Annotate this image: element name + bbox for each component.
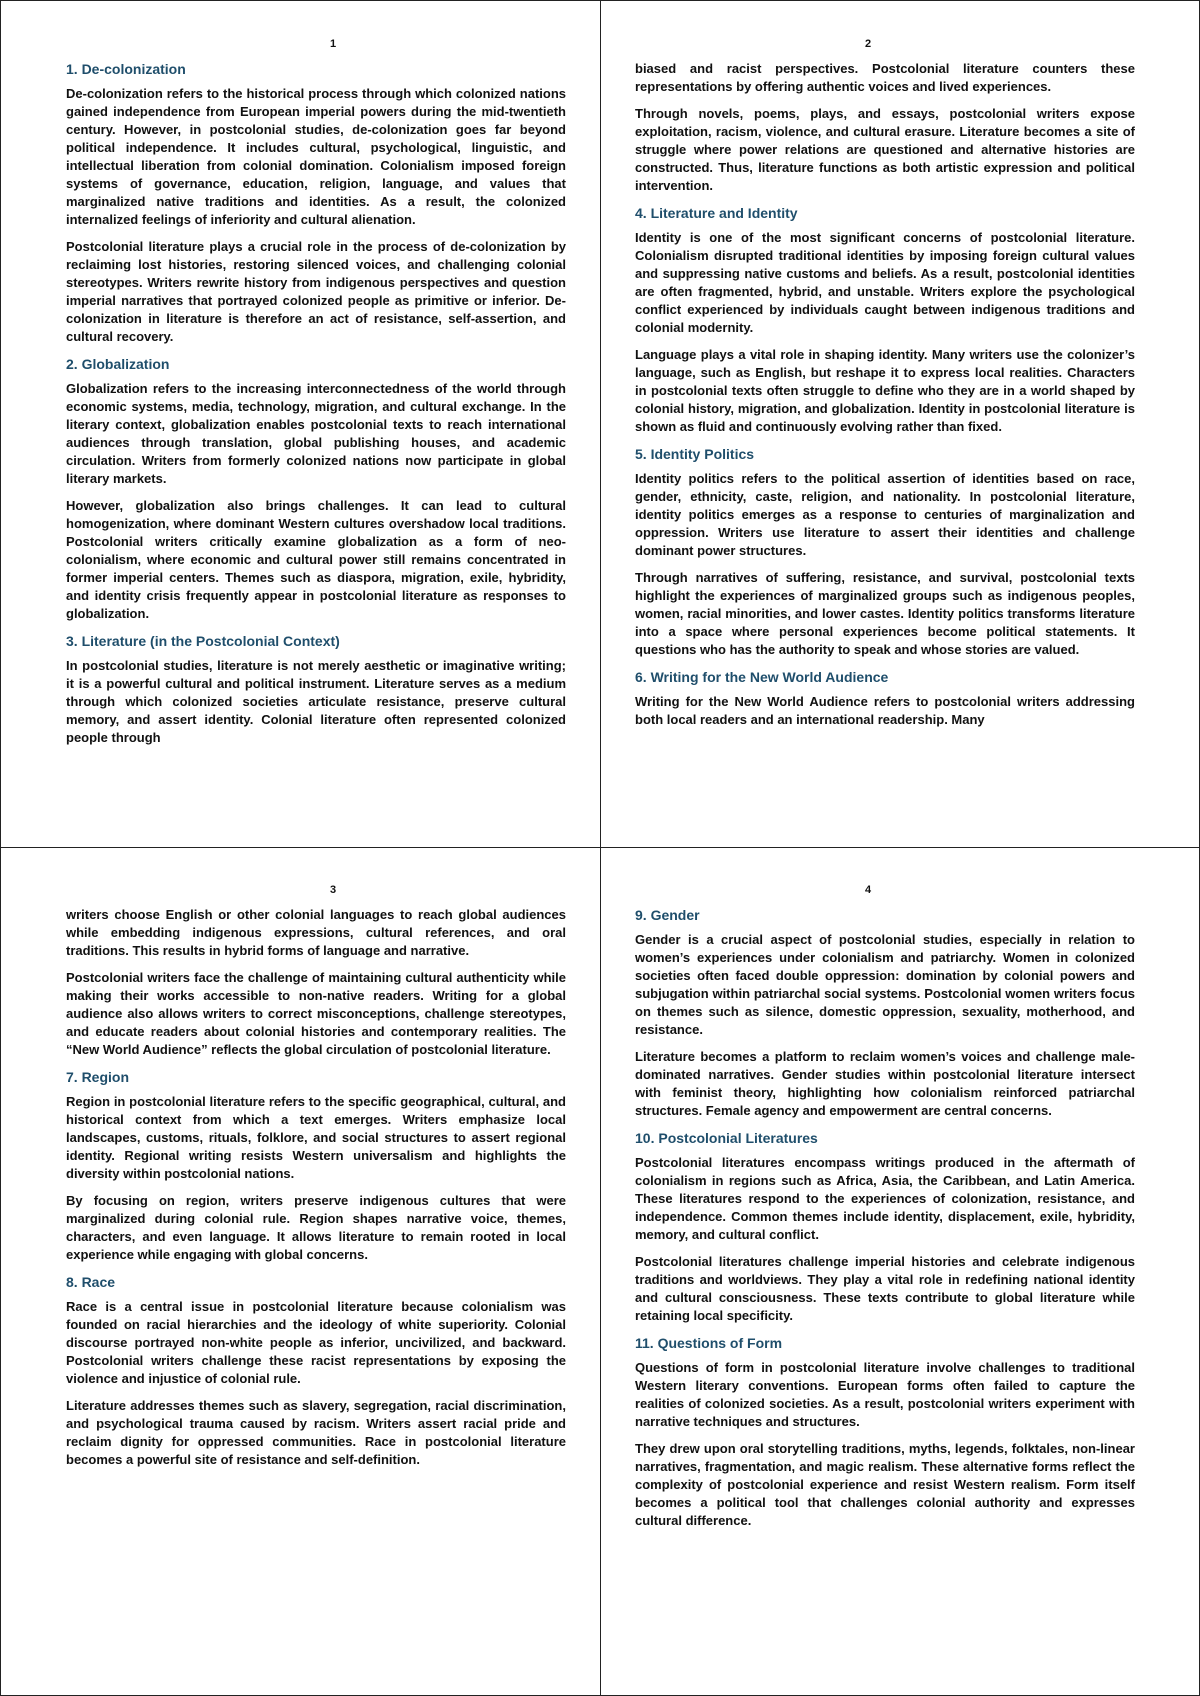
paragraph: By focusing on region, writers preserve indigenous cultures that were marginalized during colonial rule. Region shapes narrative voice, themes, characters, and even language. It allows literature to remain rooted in local experience while engaging with global concerns. bbox=[66, 1193, 566, 1262]
section-heading: 1. De-colonization bbox=[66, 61, 186, 77]
page-4 bbox=[635, 882, 1135, 1672]
section-heading: 9. Gender bbox=[635, 907, 700, 923]
sheet-border-left bbox=[0, 0, 1, 1696]
section-heading: 3. Literature (in the Postcolonial Context) bbox=[66, 633, 340, 649]
paragraph: In postcolonial studies, literature is not merely aesthetic or imaginative writing; it is a powerful cultural and political instrument. Literature serves as a medium through which colonized societies articulate resistance, preserve cultural memory, and assert identity. Colonial literature often represented colonized people through bbox=[66, 658, 566, 745]
paragraph: Through narratives of suffering, resistance, and survival, postcolonial texts highlight the experiences of marginalized groups such as indigenous peoples, women, racial minorities, and lower castes. Identity politics transforms literature into a space where personal experiences become political statements. It questions who has the authority to speak and whose stories are valued. bbox=[635, 570, 1135, 657]
paragraph: De-colonization refers to the historical process through which colonized nations gained independence from European imperial powers during the mid-twentieth century. However, in postcolonial studies, de-colonization goes far beyond political independence. It includes cultural, psychological, linguistic, and intellectual liberation from colonial domination. Colonialism imposed foreign systems of governance, education, religion, language, and values that marginalized native traditions and identities. As a result, the colonized internalized feelings of inferiority and cultural alienation. bbox=[66, 86, 566, 227]
page-number: 3 bbox=[329, 884, 337, 896]
paragraph: biased and racist perspectives. Postcolonial literature counters these representations by offering authentic voices and lived experiences. bbox=[635, 61, 1135, 94]
paragraph: Globalization refers to the increasing interconnectedness of the world through economic systems, media, technology, migration, and cultural exchange. In the literary context, globalization enables postcolonial texts to reach international audiences through translation, global publishing houses, and academic circulation. Writers from formerly colonized nations now participate in global literary markets. bbox=[66, 381, 566, 486]
page-divider-horizontal bbox=[0, 847, 1200, 848]
section-heading: 11. Questions of Form bbox=[635, 1335, 783, 1351]
paragraph: Language plays a vital role in shaping identity. Many writers use the colonizer’s language, such as English, but reshape it to express local realities. Characters in postcolonial texts often struggle to define who they are in a world shaped by colonial history, migration, and globalization. Identity in postcolonial literature is shown as fluid and continuously evolving rather than fixed. bbox=[635, 347, 1135, 434]
page-divider-vertical bbox=[600, 0, 601, 1696]
paragraph: Postcolonial literature plays a crucial role in the process of de-colonization by reclaiming lost histories, restoring silenced voices, and challenging colonial stereotypes. Writers rewrite history from indigenous perspectives and question imperial narratives that portrayed colonized people as primitive or inferior. De-colonization in literature is therefore an act of resistance, self-assertion, and cultural recovery. bbox=[66, 239, 566, 344]
paragraph: They drew upon oral storytelling traditions, myths, legends, folktales, non-linear narratives, fragmentation, and magic realism. These alternative forms reflect the complexity of postcolonial experience and resist Western realism. Form itself becomes a political tool that challenges colonial authority and expresses cultural difference. bbox=[635, 1441, 1135, 1528]
paragraph: Postcolonial literatures challenge imperial histories and celebrate indigenous traditions and worldviews. They play a vital role in redefining national identity and cultural consciousness. These texts contribute to global literature while retaining local specificity. bbox=[635, 1254, 1135, 1323]
section-heading: 10. Postcolonial Literatures bbox=[635, 1130, 818, 1146]
page-3 bbox=[66, 882, 566, 1672]
paragraph: However, globalization also brings challenges. It can lead to cultural homogenization, where dominant Western cultures overshadow local traditions. Postcolonial writers critically examine globalization as a form of neo-colonialism, where economic and cultural power still remains concentrated in former imperial centers. Themes such as diaspora, migration, exile, hybridity, and identity crisis frequently appear in postcolonial literature as responses to globalization. bbox=[66, 498, 566, 621]
section-heading: 7. Region bbox=[66, 1069, 130, 1085]
page-number: 4 bbox=[864, 884, 872, 896]
paragraph: Writing for the New World Audience refers to postcolonial writers addressing both local readers and an international readership. Many bbox=[635, 694, 1135, 727]
section-heading: 8. Race bbox=[66, 1274, 116, 1290]
paragraph: Postcolonial literatures encompass writings produced in the aftermath of colonialism in regions such as Africa, Asia, the Caribbean, and Latin America. These literatures respond to the experiences of colonization, resistance, and independence. Common themes include identity, displacement, exile, hybridity, memory, and cultural conflict. bbox=[635, 1155, 1135, 1242]
page-2 bbox=[635, 36, 1135, 826]
paragraph: Questions of form in postcolonial literature involve challenges to traditional Western literary conventions. European forms often failed to capture the realities of colonized societies. As a result, postcolonial writers experiment with narrative techniques and structures. bbox=[635, 1360, 1135, 1429]
paragraph: Gender is a crucial aspect of postcolonial studies, especially in relation to women’s experiences under colonialism and patriarchy. Women in colonized societies often faced double oppression: domination by colonial powers and subjugation within patriarchal social systems. Postcolonial women writers focus on themes such as silence, domestic oppression, sexuality, motherhood, and resistance. bbox=[635, 932, 1135, 1037]
page-number: 2 bbox=[864, 38, 872, 50]
section-heading: 2. Globalization bbox=[66, 356, 170, 372]
section-heading: 4. Literature and Identity bbox=[635, 205, 798, 221]
section-heading: 6. Writing for the New World Audience bbox=[635, 669, 889, 685]
section-heading: 5. Identity Politics bbox=[635, 446, 755, 462]
paragraph: Identity politics refers to the political assertion of identities based on race, gender, ethnicity, caste, religion, and nationality. In postcolonial literature, identity politics emerges as a response to centuries of marginalization and oppression. Writers use literature to assert their identities and challenge dominant power structures. bbox=[635, 471, 1135, 558]
paragraph: Literature addresses themes such as slavery, segregation, racial discrimination, and psychological trauma caused by racism. Writers assert racial pride and reclaim dignity for oppressed communities. Race in postcolonial literature becomes a powerful site of resistance and self-definition. bbox=[66, 1398, 566, 1467]
paragraph: Identity is one of the most significant concerns of postcolonial literature. Colonialism disrupted traditional identities by imposing foreign cultural values and suppressing native customs and beliefs. As a result, postcolonial identities are often fragmented, hybrid, and unstable. Writers explore the psychological conflict experienced by individuals caught between indigenous traditions and colonial modernity. bbox=[635, 230, 1135, 335]
paragraph: Through novels, poems, plays, and essays, postcolonial writers expose exploitation, racism, violence, and cultural erasure. Literature becomes a site of struggle where power relations are questioned and alternative histories are constructed. Thus, literature functions as both artistic expression and political intervention. bbox=[635, 106, 1135, 193]
paragraph: Postcolonial writers face the challenge of maintaining cultural authenticity while making their works accessible to non-native readers. Writing for a global audience also allows writers to correct misconceptions, challenge stereotypes, and educate readers about colonial histories and contemporary realities. The “New World Audience” reflects the global circulation of postcolonial literature. bbox=[66, 970, 566, 1057]
page-number: 1 bbox=[329, 38, 337, 50]
paragraph: Race is a central issue in postcolonial literature because colonialism was founded on racial hierarchies and the ideology of white superiority. Colonial discourse portrayed non-white people as inferior, uncivilized, and backward. Postcolonial writers challenge these racist representations by exposing the violence and injustice of colonial rule. bbox=[66, 1299, 566, 1386]
paragraph: Region in postcolonial literature refers to the specific geographical, cultural, and historical context from which a text emerges. Writers emphasize local landscapes, customs, rituals, folklore, and social structures to assert regional identity. Regional writing resists Western universalism and highlights the diversity within postcolonial nations. bbox=[66, 1094, 566, 1181]
page-1 bbox=[66, 36, 566, 826]
paragraph: Literature becomes a platform to reclaim women’s voices and challenge male-dominated narratives. Gender studies within postcolonial literature intersect with feminist theory, highlighting how colonialism reinforced patriarchal structures. Female agency and empowerment are central concerns. bbox=[635, 1049, 1135, 1118]
paragraph: writers choose English or other colonial languages to reach global audiences while embedding indigenous expressions, cultural references, and oral traditions. This results in hybrid forms of language and narrative. bbox=[66, 907, 566, 958]
